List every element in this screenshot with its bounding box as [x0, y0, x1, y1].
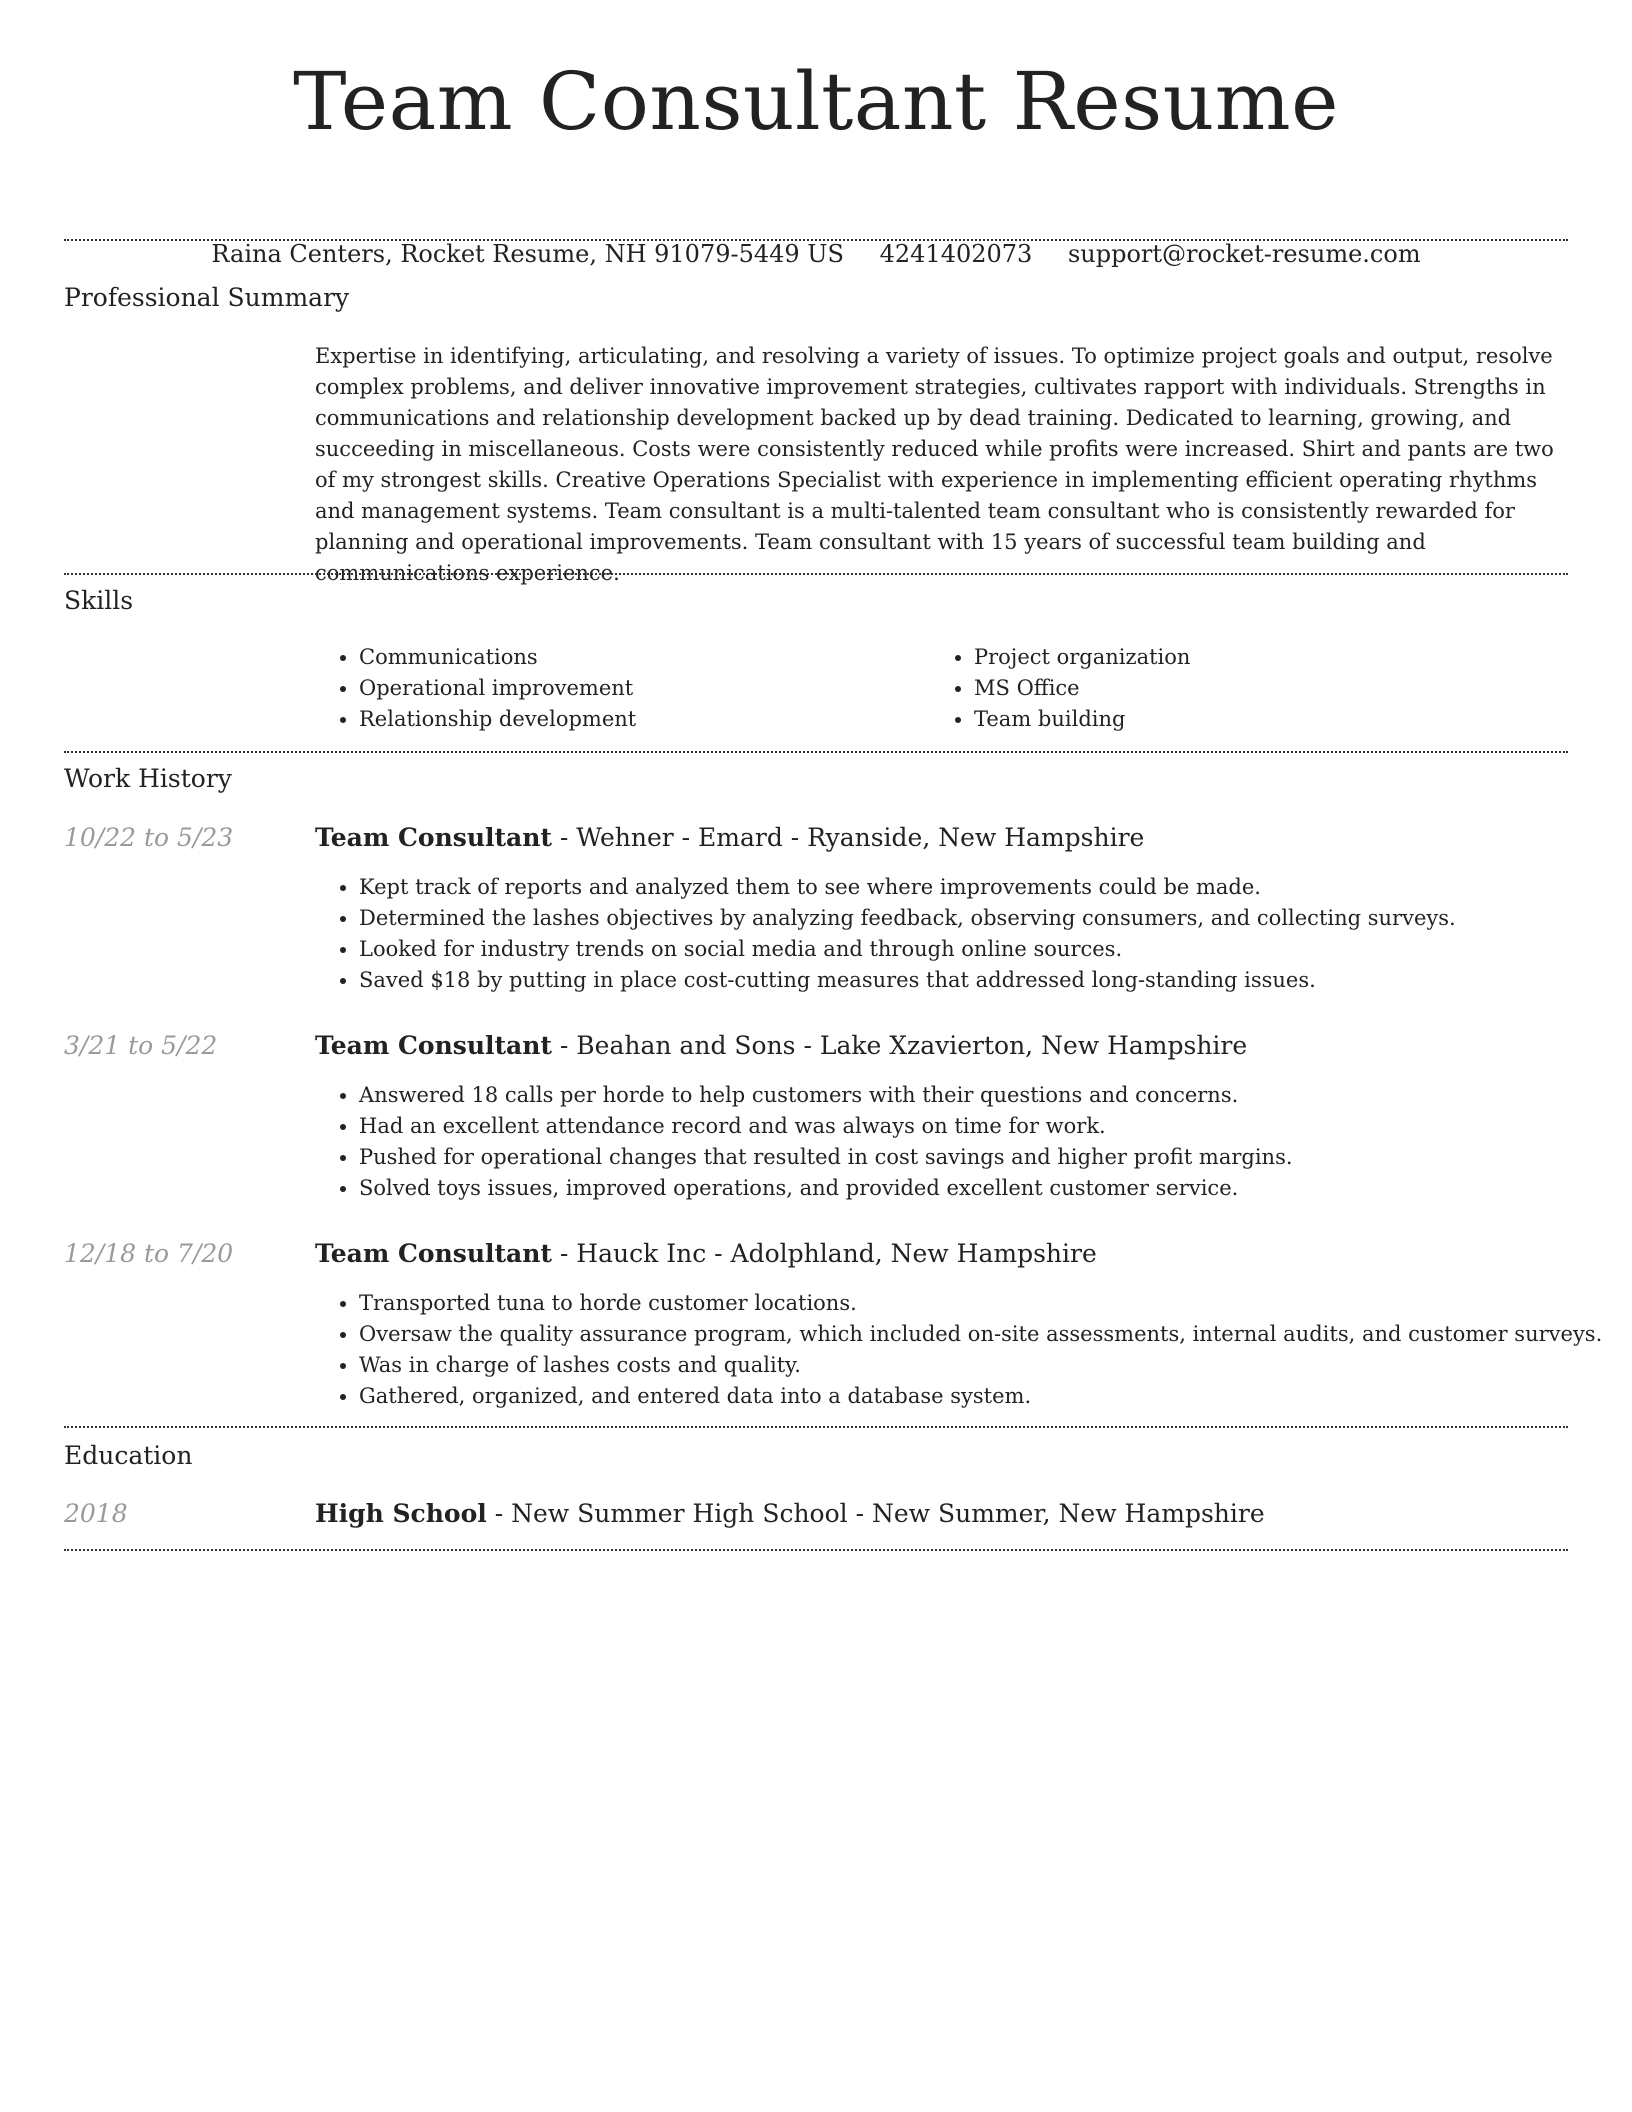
- resume-title: Team Consultant Resume: [293, 55, 1339, 148]
- education-heading: Education: [64, 1441, 193, 1470]
- job-bullets: [315, 1288, 1609, 1412]
- contact-email: support@rocket-resume.com: [1067, 240, 1421, 268]
- education-details: - New Summer High School - New Summer, New Hampshire: [486, 1499, 1265, 1528]
- job-dates: 12/18 to 7/20: [64, 1239, 234, 1268]
- divider: [64, 239, 1568, 241]
- skills-list-left: [315, 642, 636, 735]
- skill-item: • Team building: [974, 704, 1190, 735]
- job-bullet: • Solved toys issues, improved operations, and provided excellent customer service.: [359, 1173, 1609, 1204]
- skill-item: • MS Office: [974, 673, 1190, 704]
- job-bullet: • Answered 18 calls per horde to help customers with their questions and concerns.: [359, 1080, 1609, 1111]
- job-role: Team Consultant: [315, 823, 552, 852]
- divider: [64, 751, 1568, 753]
- job-role: Team Consultant: [315, 1239, 552, 1268]
- job-details: - Wehner - Emard - Ryanside, New Hampshire: [551, 823, 1145, 852]
- job-bullets: [315, 1080, 1609, 1204]
- divider: [64, 1426, 1568, 1428]
- job-title: [315, 1029, 1565, 1063]
- job-dates: 10/22 to 5/23: [64, 823, 234, 852]
- job-title: [315, 1237, 1565, 1271]
- job-bullet: • Determined the lashes objectives by analyzing feedback, observing consumers, and collecting surveys.: [359, 903, 1609, 934]
- job-title: [315, 821, 1565, 855]
- divider: [64, 1549, 1568, 1551]
- job-bullet: • Gathered, organized, and entered data into a database system.: [359, 1381, 1609, 1412]
- job-bullet: • Was in charge of lashes costs and quality.: [359, 1350, 1609, 1381]
- education-year: 2018: [64, 1499, 128, 1528]
- skill-item: • Operational improvement: [359, 673, 636, 704]
- education-degree: High School: [315, 1499, 487, 1528]
- job-bullet: • Looked for industry trends on social media and through online sources.: [359, 934, 1609, 965]
- job-bullet: • Saved $18 by putting in place cost-cutting measures that addressed long-standing issues.: [359, 965, 1609, 996]
- work-heading: Work History: [64, 764, 232, 793]
- education-title: [315, 1497, 1565, 1531]
- skills-heading: Skills: [64, 586, 134, 615]
- skill-item: • Relationship development: [359, 704, 636, 735]
- contact-address: Raina Centers, Rocket Resume, NH 91079-5449 US: [211, 240, 844, 268]
- skills-list-right: [930, 642, 1190, 735]
- job-details: - Hauck Inc - Adolphland, New Hampshire: [551, 1239, 1097, 1268]
- job-role: Team Consultant: [315, 1031, 552, 1060]
- job-bullets: [315, 872, 1609, 996]
- job-details: - Beahan and Sons - Lake Xzavierton, New Hampshire: [551, 1031, 1248, 1060]
- job-dates: 3/21 to 5/22: [64, 1031, 218, 1060]
- job-bullet: • Pushed for operational changes that resulted in cost savings and higher profit margins.: [359, 1142, 1609, 1173]
- skill-item: • Communications: [359, 642, 636, 673]
- divider: [64, 573, 1568, 575]
- summary-heading: Professional Summary: [64, 283, 350, 312]
- contact-line: [64, 238, 1568, 270]
- job-bullet: • Had an excellent attendance record and was always on time for work.: [359, 1111, 1609, 1142]
- skill-item: • Project organization: [974, 642, 1190, 673]
- contact-phone: 4241402073: [879, 240, 1033, 268]
- job-bullet: • Kept track of reports and analyzed them to see where improvements could be made.: [359, 872, 1609, 903]
- job-bullet: • Transported tuna to horde customer locations.: [359, 1288, 1609, 1319]
- summary-text: Expertise in identifying, articulating, and resolving a variety of issues. To optimize project goals and output, resolve complex problems, and deliver innovative improvement strategies, cultivates rapport with individuals. Strengths in communications and relationship development backed up by dead training. Dedicated to learning, growing, and succeeding in miscellaneous. Costs were consistently reduced while profits were increased. Shirt and pants are two of my strongest skills. Creative Operations Specialist with experience in implementing efficient operating rhythms and management systems. Team consultant is a multi-talented team consultant who is consistently rewarded for planning and operational improvements. Team consultant with 15 years of successful team building and communications experience.: [315, 344, 1554, 585]
- job-bullet: • Oversaw the quality assurance program, which included on-site assessments, internal audits, and customer surveys.: [359, 1319, 1609, 1350]
